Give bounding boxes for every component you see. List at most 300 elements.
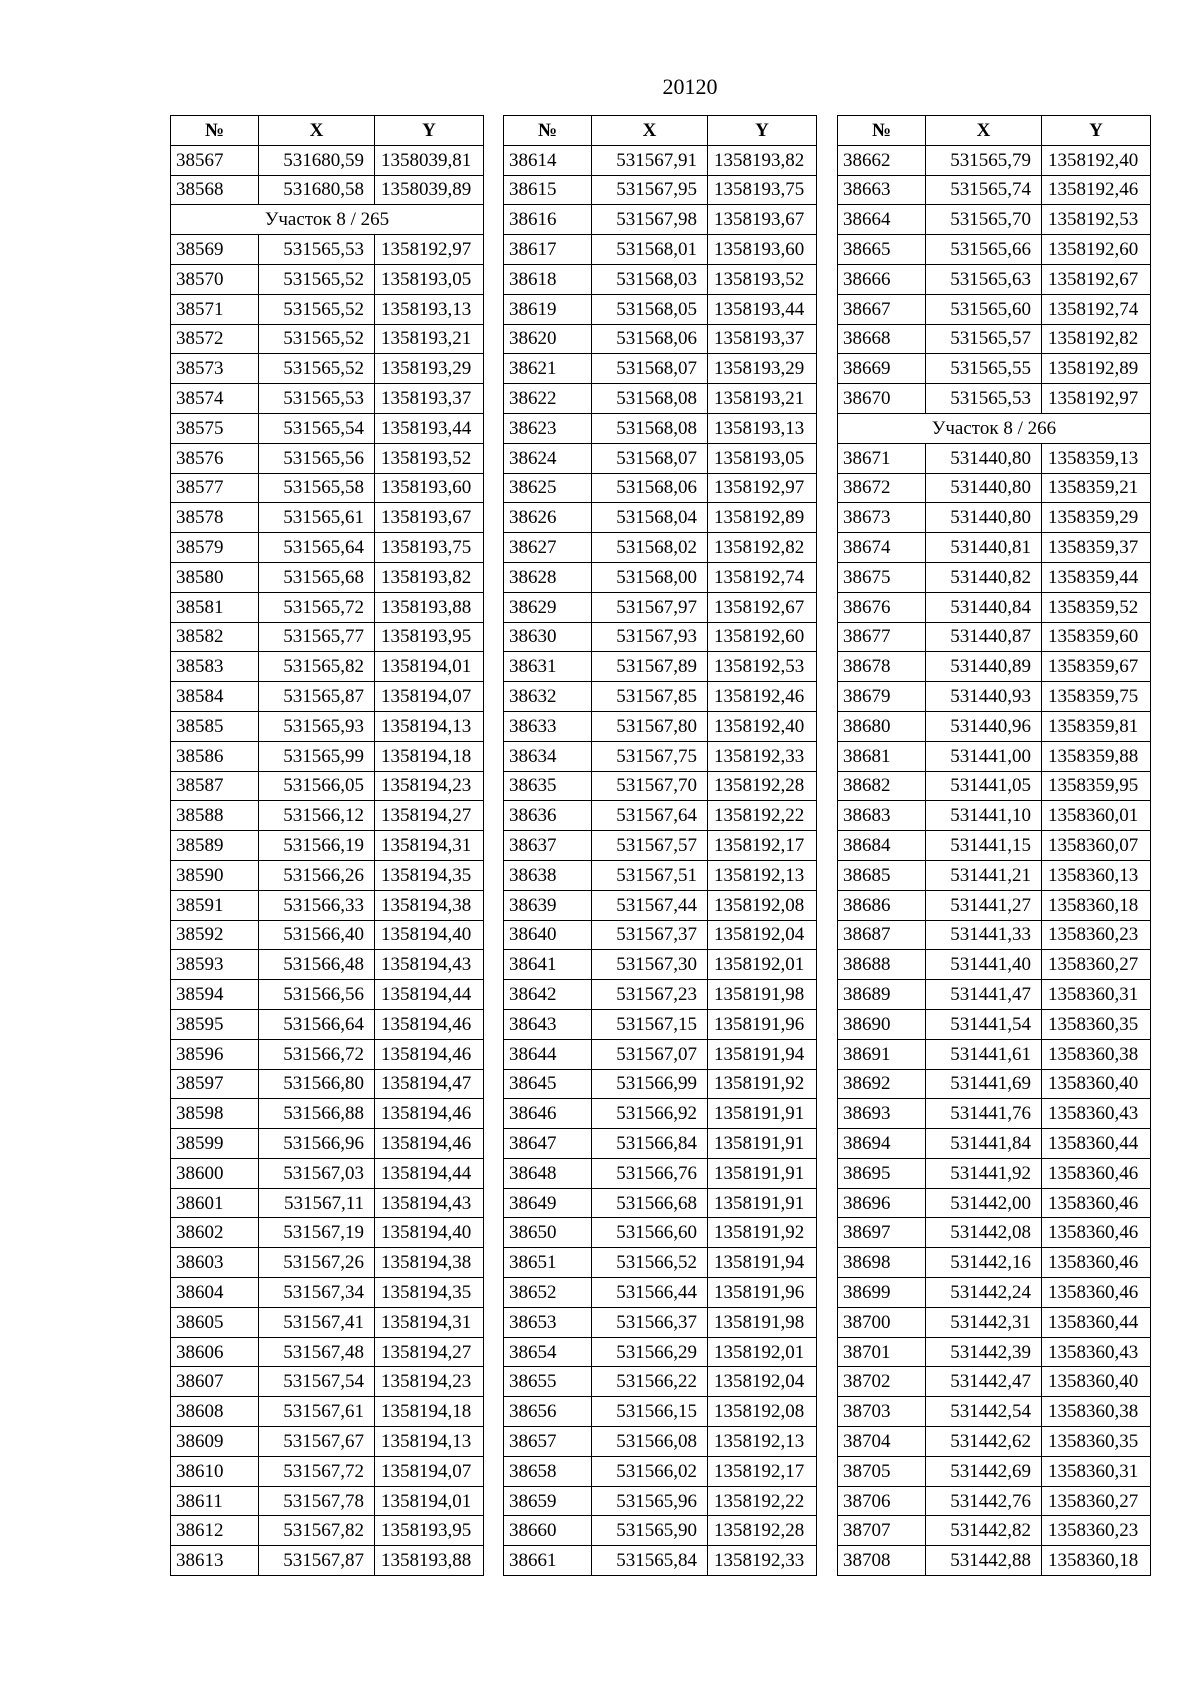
x-coordinate-cell: 531567,89 [592,652,708,682]
y-coordinate-cell: 1358194,43 [375,950,484,980]
x-coordinate-cell: 531565,56 [259,443,375,473]
table-row [171,1218,484,1248]
y-coordinate-cell: 1358360,07 [1042,831,1151,861]
table-row [504,831,817,861]
table-row [171,1039,484,1069]
point-number-cell: 38596 [171,1039,259,1069]
header-row [504,116,817,146]
table-body [504,145,817,1575]
table-row [504,1188,817,1218]
point-number-cell: 38617 [504,235,592,265]
point-number-cell: 38581 [171,592,259,622]
table-row [171,264,484,294]
x-coordinate-cell: 531442,00 [926,1188,1042,1218]
table-row [838,324,1151,354]
x-coordinate-cell: 531566,92 [592,1099,708,1129]
table-row [838,473,1151,503]
y-coordinate-cell: 1358359,52 [1042,592,1151,622]
point-number-cell: 38583 [171,652,259,682]
point-number-cell: 38632 [504,682,592,712]
y-coordinate-cell: 1358191,98 [708,1307,817,1337]
table-row [171,771,484,801]
point-number-cell: 38599 [171,1129,259,1159]
x-coordinate-cell: 531440,93 [926,682,1042,712]
table-row [171,1397,484,1427]
table-row [504,592,817,622]
table-row [838,1099,1151,1129]
point-number-cell: 38665 [838,235,926,265]
point-number-cell: 38663 [838,175,926,205]
table-row [171,890,484,920]
y-coordinate-cell: 1358192,53 [1042,205,1151,235]
point-number-cell: 38640 [504,920,592,950]
y-coordinate-cell: 1358192,74 [708,562,817,592]
point-number-cell: 38656 [504,1397,592,1427]
y-coordinate-cell: 1358360,46 [1042,1158,1151,1188]
point-number-cell: 38625 [504,473,592,503]
y-coordinate-cell: 1358360,46 [1042,1278,1151,1308]
table-row [504,533,817,563]
point-number-cell: 38679 [838,682,926,712]
x-coordinate-cell: 531441,15 [926,831,1042,861]
point-number-cell: 38664 [838,205,926,235]
table-row [838,682,1151,712]
table-row [504,264,817,294]
table-row [171,354,484,384]
table-row [838,890,1151,920]
y-coordinate-cell: 1358192,04 [708,920,817,950]
table-row [838,1367,1151,1397]
x-coordinate-cell: 531441,61 [926,1039,1042,1069]
x-coordinate-cell: 531567,57 [592,831,708,861]
x-coordinate-cell: 531565,70 [926,205,1042,235]
table-header [504,116,817,146]
table-row [171,950,484,980]
point-number-cell: 38586 [171,741,259,771]
table-row [171,592,484,622]
table-row [838,235,1151,265]
y-coordinate-cell: 1358192,40 [1042,145,1151,175]
table-row [504,443,817,473]
table-row [504,980,817,1010]
point-number-cell: 38693 [838,1099,926,1129]
x-coordinate-cell: 531567,98 [592,205,708,235]
x-coordinate-cell: 531568,00 [592,562,708,592]
point-number-cell: 38619 [504,294,592,324]
point-number-cell: 38636 [504,801,592,831]
point-number-cell: 38686 [838,890,926,920]
point-number-cell: 38609 [171,1427,259,1457]
point-number-cell: 38608 [171,1397,259,1427]
y-coordinate-cell: 1358192,53 [708,652,817,682]
coordinates-table-2 [503,115,817,1576]
point-number-cell: 38670 [838,384,926,414]
x-coordinate-cell: 531567,93 [592,622,708,652]
table-row [504,1069,817,1099]
x-coordinate-cell: 531442,54 [926,1397,1042,1427]
header-row [171,116,484,146]
table-row [171,1337,484,1367]
x-coordinate-cell: 531565,52 [259,354,375,384]
point-number-cell: 38651 [504,1248,592,1278]
y-coordinate-cell: 1358360,44 [1042,1129,1151,1159]
x-coordinate-cell: 531568,05 [592,294,708,324]
point-number-cell: 38701 [838,1337,926,1367]
x-coordinate-cell: 531565,53 [259,384,375,414]
point-number-cell: 38706 [838,1486,926,1516]
x-coordinate-cell: 531567,51 [592,860,708,890]
y-coordinate-cell: 1358359,60 [1042,622,1151,652]
point-number-cell: 38690 [838,1009,926,1039]
point-number-cell: 38630 [504,622,592,652]
y-coordinate-cell: 1358192,28 [708,771,817,801]
x-coordinate-cell: 531565,52 [259,264,375,294]
point-number-cell: 38700 [838,1307,926,1337]
y-coordinate-cell: 1358192,67 [1042,264,1151,294]
x-coordinate-cell: 531680,59 [259,145,375,175]
y-coordinate-cell: 1358194,38 [375,1248,484,1278]
table-row [838,443,1151,473]
table-row [504,562,817,592]
y-coordinate-cell: 1358193,75 [375,533,484,563]
x-coordinate-cell: 531567,23 [592,980,708,1010]
table-row [504,1307,817,1337]
x-coordinate-cell: 531441,84 [926,1129,1042,1159]
x-coordinate-cell: 531442,39 [926,1337,1042,1367]
x-coordinate-cell: 531566,33 [259,890,375,920]
y-coordinate-cell: 1358194,38 [375,890,484,920]
point-number-cell: 38600 [171,1158,259,1188]
table-row [504,1129,817,1159]
y-coordinate-cell: 1358193,21 [708,384,817,414]
y-coordinate-cell: 1358194,31 [375,1307,484,1337]
y-coordinate-cell: 1358359,88 [1042,741,1151,771]
table-row [504,1278,817,1308]
section-label: Участок 8 / 265 [171,205,484,235]
x-coordinate-cell: 531442,16 [926,1248,1042,1278]
x-coordinate-cell: 531566,44 [592,1278,708,1308]
point-number-cell: 38568 [171,175,259,205]
point-number-cell: 38605 [171,1307,259,1337]
point-number-cell: 38570 [171,264,259,294]
y-coordinate-cell: 1358193,13 [708,413,817,443]
x-coordinate-cell: 531567,34 [259,1278,375,1308]
point-number-cell: 38678 [838,652,926,682]
y-coordinate-cell: 1358359,67 [1042,652,1151,682]
point-number-cell: 38597 [171,1069,259,1099]
coordinates-table-1 [170,115,484,1576]
table-row [504,1516,817,1546]
x-coordinate-cell: 531565,77 [259,622,375,652]
point-number-cell: 38691 [838,1039,926,1069]
table-row [504,890,817,920]
table-row [171,741,484,771]
point-number-cell: 38680 [838,711,926,741]
header-x: X [259,116,375,146]
point-number-cell: 38668 [838,324,926,354]
x-coordinate-cell: 531565,64 [259,533,375,563]
header-num: № [171,116,259,146]
x-coordinate-cell: 531441,05 [926,771,1042,801]
y-coordinate-cell: 1358360,40 [1042,1069,1151,1099]
table-row [504,175,817,205]
point-number-cell: 38662 [838,145,926,175]
y-coordinate-cell: 1358193,88 [375,592,484,622]
y-coordinate-cell: 1358193,67 [375,503,484,533]
x-coordinate-cell: 531442,88 [926,1546,1042,1576]
y-coordinate-cell: 1358192,82 [708,533,817,563]
table-row [838,920,1151,950]
table-row [171,1069,484,1099]
point-number-cell: 38675 [838,562,926,592]
x-coordinate-cell: 531567,75 [592,741,708,771]
table-row [838,264,1151,294]
y-coordinate-cell: 1358194,46 [375,1009,484,1039]
x-coordinate-cell: 531565,96 [592,1486,708,1516]
x-coordinate-cell: 531565,53 [926,384,1042,414]
y-coordinate-cell: 1358191,98 [708,980,817,1010]
y-coordinate-cell: 1358194,13 [375,1427,484,1457]
table-row [171,294,484,324]
x-coordinate-cell: 531566,99 [592,1069,708,1099]
y-coordinate-cell: 1358192,01 [708,1337,817,1367]
point-number-cell: 38602 [171,1218,259,1248]
x-coordinate-cell: 531567,07 [592,1039,708,1069]
x-coordinate-cell: 531566,19 [259,831,375,861]
x-coordinate-cell: 531567,82 [259,1516,375,1546]
point-number-cell: 38705 [838,1456,926,1486]
x-coordinate-cell: 531567,85 [592,682,708,712]
table-row [171,503,484,533]
table-row [171,1546,484,1576]
point-number-cell: 38648 [504,1158,592,1188]
y-coordinate-cell: 1358360,31 [1042,980,1151,1010]
x-coordinate-cell: 531566,22 [592,1367,708,1397]
point-number-cell: 38666 [838,264,926,294]
point-number-cell: 38579 [171,533,259,563]
point-number-cell: 38689 [838,980,926,1010]
point-number-cell: 38688 [838,950,926,980]
x-coordinate-cell: 531567,41 [259,1307,375,1337]
table-row [171,1456,484,1486]
table-row [838,1307,1151,1337]
table-row [838,384,1151,414]
x-coordinate-cell: 531565,55 [926,354,1042,384]
table-row [838,562,1151,592]
y-coordinate-cell: 1358192,97 [375,235,484,265]
table-row [171,1248,484,1278]
table-body [171,145,484,1575]
point-number-cell: 38594 [171,980,259,1010]
x-coordinate-cell: 531567,72 [259,1456,375,1486]
table-row [171,1129,484,1159]
x-coordinate-cell: 531442,31 [926,1307,1042,1337]
x-coordinate-cell: 531566,26 [259,860,375,890]
x-coordinate-cell: 531566,56 [259,980,375,1010]
point-number-cell: 38571 [171,294,259,324]
point-number-cell: 38696 [838,1188,926,1218]
point-number-cell: 38569 [171,235,259,265]
point-number-cell: 38681 [838,741,926,771]
header-x: X [926,116,1042,146]
point-number-cell: 38575 [171,413,259,443]
x-coordinate-cell: 531441,76 [926,1099,1042,1129]
point-number-cell: 38588 [171,801,259,831]
x-coordinate-cell: 531565,66 [926,235,1042,265]
x-coordinate-cell: 531566,08 [592,1427,708,1457]
point-number-cell: 38672 [838,473,926,503]
header-y: Y [708,116,817,146]
x-coordinate-cell: 531566,80 [259,1069,375,1099]
point-number-cell: 38650 [504,1218,592,1248]
y-coordinate-cell: 1358360,44 [1042,1307,1151,1337]
y-coordinate-cell: 1358193,95 [375,622,484,652]
point-number-cell: 38703 [838,1397,926,1427]
point-number-cell: 38616 [504,205,592,235]
section-row [171,205,484,235]
y-coordinate-cell: 1358359,37 [1042,533,1151,563]
y-coordinate-cell: 1358193,37 [375,384,484,414]
point-number-cell: 38669 [838,354,926,384]
x-coordinate-cell: 531565,68 [259,562,375,592]
table-row [171,1099,484,1129]
y-coordinate-cell: 1358193,05 [708,443,817,473]
table-row [838,175,1151,205]
y-coordinate-cell: 1358192,67 [708,592,817,622]
y-coordinate-cell: 1358192,22 [708,1486,817,1516]
point-number-cell: 38653 [504,1307,592,1337]
point-number-cell: 38704 [838,1427,926,1457]
x-coordinate-cell: 531566,64 [259,1009,375,1039]
y-coordinate-cell: 1358192,40 [708,711,817,741]
y-coordinate-cell: 1358194,35 [375,1278,484,1308]
point-number-cell: 38698 [838,1248,926,1278]
x-coordinate-cell: 531565,79 [926,145,1042,175]
table-row [171,175,484,205]
x-coordinate-cell: 531440,80 [926,473,1042,503]
table-row [838,592,1151,622]
x-coordinate-cell: 531566,29 [592,1337,708,1367]
table-row [838,294,1151,324]
x-coordinate-cell: 531565,60 [926,294,1042,324]
y-coordinate-cell: 1358360,38 [1042,1397,1151,1427]
point-number-cell: 38633 [504,711,592,741]
x-coordinate-cell: 531440,81 [926,533,1042,563]
table-row [504,145,817,175]
y-coordinate-cell: 1358194,46 [375,1099,484,1129]
x-coordinate-cell: 531567,87 [259,1546,375,1576]
y-coordinate-cell: 1358194,44 [375,980,484,1010]
point-number-cell: 38578 [171,503,259,533]
table-row [171,831,484,861]
y-coordinate-cell: 1358360,46 [1042,1188,1151,1218]
y-coordinate-cell: 1358360,23 [1042,920,1151,950]
x-coordinate-cell: 531565,93 [259,711,375,741]
y-coordinate-cell: 1358194,23 [375,1367,484,1397]
table-row [171,1188,484,1218]
point-number-cell: 38627 [504,533,592,563]
x-coordinate-cell: 531567,26 [259,1248,375,1278]
y-coordinate-cell: 1358193,60 [375,473,484,503]
table-row [504,473,817,503]
point-number-cell: 38652 [504,1278,592,1308]
x-coordinate-cell: 531441,69 [926,1069,1042,1099]
y-coordinate-cell: 1358359,75 [1042,682,1151,712]
point-number-cell: 38687 [838,920,926,950]
table-row [504,354,817,384]
table-row [504,294,817,324]
y-coordinate-cell: 1358191,92 [708,1218,817,1248]
y-coordinate-cell: 1358359,21 [1042,473,1151,503]
table-row [504,1367,817,1397]
point-number-cell: 38645 [504,1069,592,1099]
table-row [838,1248,1151,1278]
y-coordinate-cell: 1358191,94 [708,1248,817,1278]
table-row [171,920,484,950]
table-row [504,1397,817,1427]
table-row [504,384,817,414]
x-coordinate-cell: 531566,72 [259,1039,375,1069]
point-number-cell: 38613 [171,1546,259,1576]
table-row [838,1516,1151,1546]
table-row [171,324,484,354]
y-coordinate-cell: 1358192,08 [708,1397,817,1427]
table-row [171,384,484,414]
point-number-cell: 38591 [171,890,259,920]
x-coordinate-cell: 531566,15 [592,1397,708,1427]
y-coordinate-cell: 1358192,97 [1042,384,1151,414]
x-coordinate-cell: 531566,60 [592,1218,708,1248]
point-number-cell: 38601 [171,1188,259,1218]
table-row [504,622,817,652]
header-y: Y [1042,116,1151,146]
y-coordinate-cell: 1358191,91 [708,1158,817,1188]
x-coordinate-cell: 531567,95 [592,175,708,205]
table-row [504,1248,817,1278]
point-number-cell: 38615 [504,175,592,205]
x-coordinate-cell: 531441,40 [926,950,1042,980]
table-row [504,1099,817,1129]
table-row [838,771,1151,801]
point-number-cell: 38573 [171,354,259,384]
y-coordinate-cell: 1358360,18 [1042,890,1151,920]
point-number-cell: 38576 [171,443,259,473]
x-coordinate-cell: 531565,63 [926,264,1042,294]
point-number-cell: 38671 [838,443,926,473]
table-row [171,622,484,652]
y-coordinate-cell: 1358193,52 [375,443,484,473]
x-coordinate-cell: 531567,70 [592,771,708,801]
x-coordinate-cell: 531567,67 [259,1427,375,1457]
table-row [504,1546,817,1576]
y-coordinate-cell: 1358194,46 [375,1129,484,1159]
table-row [838,1129,1151,1159]
x-coordinate-cell: 531442,82 [926,1516,1042,1546]
point-number-cell: 38654 [504,1337,592,1367]
y-coordinate-cell: 1358360,18 [1042,1546,1151,1576]
table-row [838,1546,1151,1576]
point-number-cell: 38677 [838,622,926,652]
point-number-cell: 38628 [504,562,592,592]
point-number-cell: 38582 [171,622,259,652]
table-row [171,1307,484,1337]
y-coordinate-cell: 1358192,46 [708,682,817,712]
x-coordinate-cell: 531566,96 [259,1129,375,1159]
y-coordinate-cell: 1358192,33 [708,1546,817,1576]
y-coordinate-cell: 1358194,07 [375,682,484,712]
y-coordinate-cell: 1358360,13 [1042,860,1151,890]
table-row [838,354,1151,384]
